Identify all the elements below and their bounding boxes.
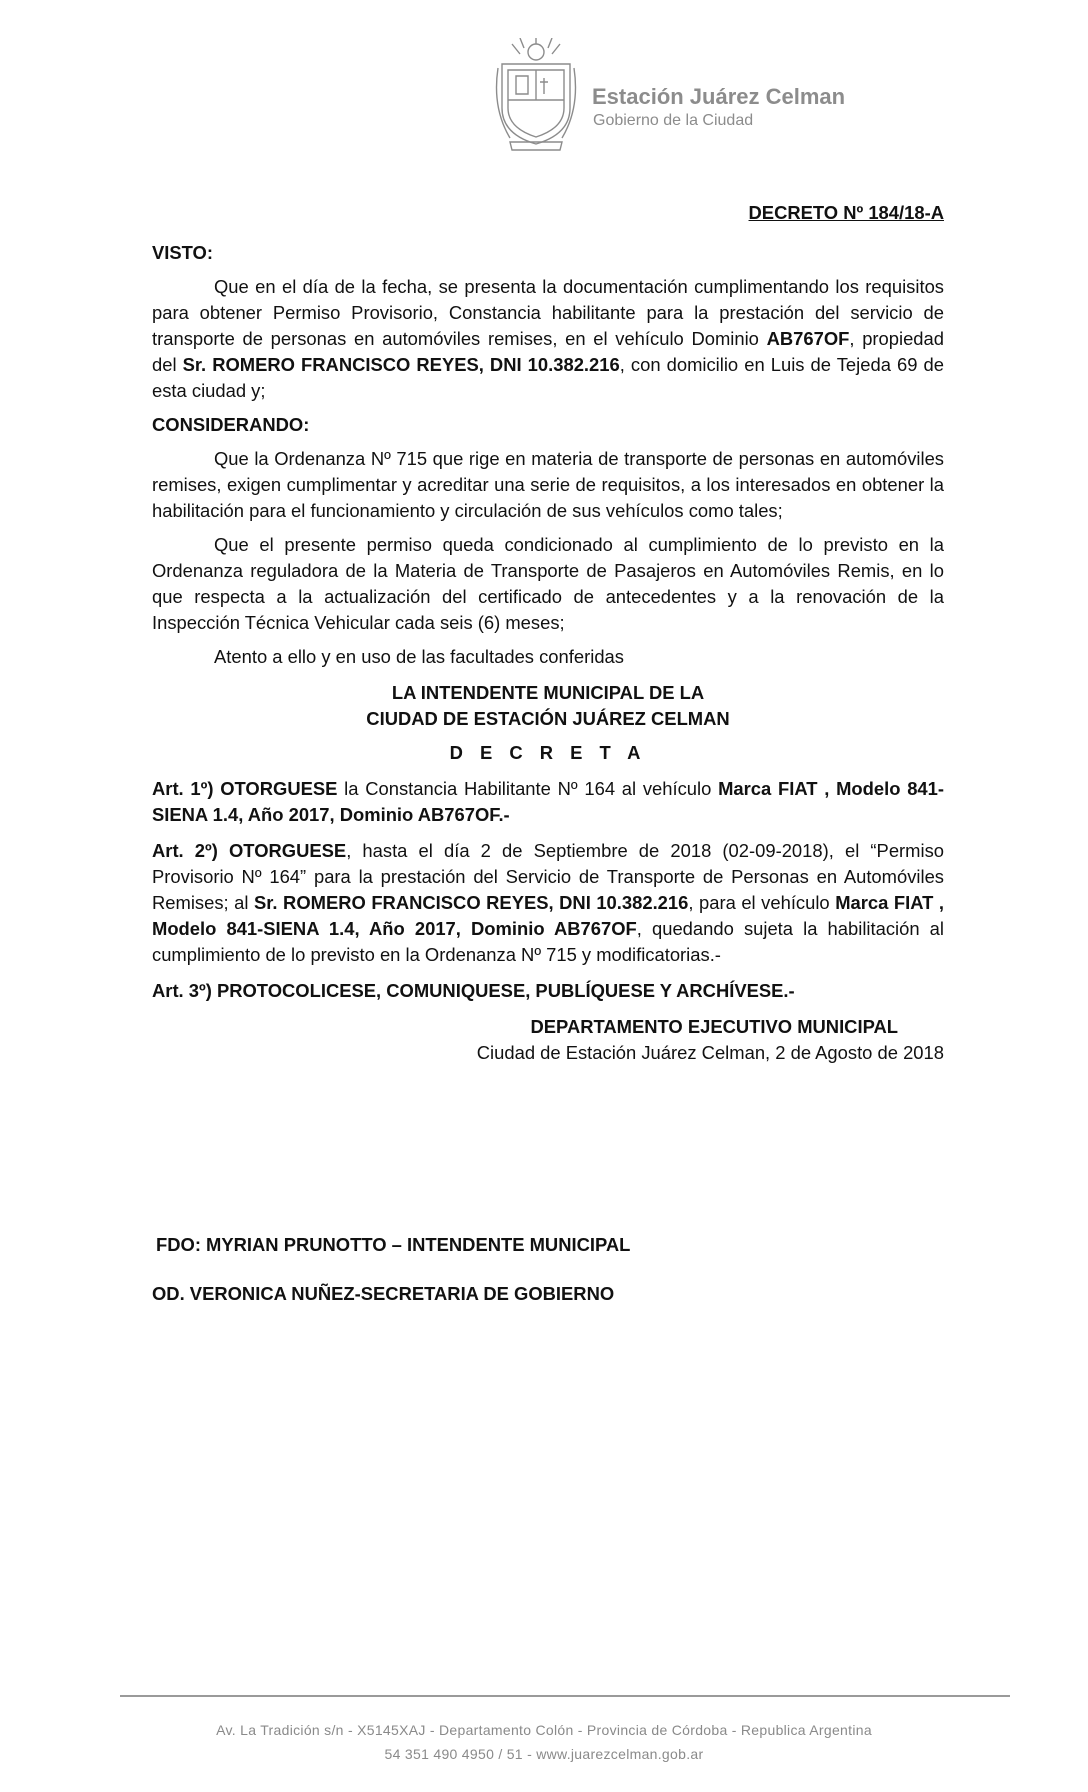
article-1: [152, 776, 944, 828]
article-2-vehicle: Marca FIAT , Modelo 841-SIENA 1.4, Año 2017, Dominio AB767OF: [152, 892, 944, 939]
article-3: [152, 978, 944, 1004]
visto-paragraph: [152, 274, 944, 404]
authority-line-2: CIUDAD DE ESTACIÓN JUÁREZ CELMAN: [366, 708, 730, 729]
atento-paragraph: Atento a ello y en uso de las facultades conferidas: [214, 646, 624, 667]
decree-number: DECRETO Nº 184/18-A: [748, 202, 944, 223]
authority-line-1: LA INTENDENTE MUNICIPAL DE LA: [391, 682, 705, 703]
visto-text: , propiedad del: [152, 328, 944, 375]
considerando-paragraph-2: Que el presente permiso queda condicionado al cumplimiento de lo previsto en la Ordenanza reguladora de la Materia de Transporte de Pasajeros en Automóviles Remis, en lo que respecta a la actualización del certificado de antecedentes y a la renovación de la Inspección Técnica Vehicular cada seis (6) meses;: [152, 534, 944, 633]
visto-text: , con domicilio en Luis de Tejeda 69 de esta ciudad y;: [152, 354, 944, 401]
coat-of-arms-icon: [490, 38, 582, 156]
visto-text: Que en el día de la fecha, se presenta la documentación cumplimentando los requisitos para obtener Permiso Provisorio, Constancia habilitante para la prestación del servicio de transporte de personas en automóviles remises, en el vehículo Dominio: [152, 276, 944, 349]
signature-block: [152, 1014, 944, 1066]
article-1-text: la Constancia Habilitante Nº 164 al vehículo: [337, 778, 719, 799]
article-2-text: , hasta el día 2 de Septiembre de 2018 (02-09-2018), el “Permiso Provisorio Nº 164” para la prestación del Servicio de Transporte de Personas en Automóviles Remises; al: [152, 840, 944, 913]
considerando-label: CONSIDERANDO:: [152, 414, 310, 435]
visto-label: VISTO:: [152, 242, 213, 263]
article-2-owner: Sr. ROMERO FRANCISCO REYES, DNI 10.382.216: [254, 892, 689, 913]
considerando-paragraph-1: Que la Ordenanza Nº 715 que rige en materia de transporte de personas en automóviles remises, exigen cumplimentar y acreditar una serie de requisitos, a los interesados en obtener la habilitación para el funcionamiento y circulación de sus vehículos como tales;: [152, 448, 944, 521]
footer-address: Av. La Tradición s/n - X5145XAJ - Departamento Colón - Provincia de Córdoba - Republica Argentina: [216, 1722, 872, 1738]
countersigned-by: OD. VERONICA NUÑEZ-SECRETARIA DE GOBIERNO: [152, 1283, 615, 1304]
decree-body: [152, 200, 944, 1066]
vehicle-domain: AB767OF: [766, 328, 850, 349]
article-1-vehicle: Marca FIAT , Modelo 841-SIENA 1.4, Año 2017, Dominio AB767OF.-: [152, 778, 945, 825]
org-name: Estación Juárez Celman: [592, 84, 846, 109]
decreta-heading: D E C R E T A: [449, 742, 647, 763]
signed-by: FDO: MYRIAN PRUNOTTO – INTENDENTE MUNICIPAL: [156, 1234, 631, 1255]
footer-contact: 54 351 490 4950 / 51 - www.juarezcelman.gob.ar: [384, 1746, 704, 1762]
letterhead: [490, 30, 890, 160]
article-3-text: Art. 3º) PROTOCOLICESE, COMUNIQUESE, PUBLÍQUESE Y ARCHÍVESE.-: [152, 980, 795, 1001]
article-2-text: , para el vehículo: [688, 892, 836, 913]
footer-divider: [120, 1695, 1010, 1697]
owner-name: Sr. ROMERO FRANCISCO REYES, DNI 10.382.216: [182, 354, 620, 375]
org-subtitle: Gobierno de la Ciudad: [593, 112, 754, 129]
article-2-head: Art. 2º) OTORGUESE: [152, 840, 347, 861]
article-2-text: , quedando sujeta la habilitación al cumplimiento de lo previsto en la Ordenanza Nº 715 y modificatorias.-: [152, 918, 944, 965]
sign-place-date: Ciudad de Estación Juárez Celman, 2 de Agosto de 2018: [476, 1042, 944, 1063]
sign-department: DEPARTAMENTO EJECUTIVO MUNICIPAL: [530, 1016, 898, 1037]
article-1-head: Art. 1º) OTORGUESE: [152, 778, 338, 799]
article-2: [152, 838, 944, 968]
